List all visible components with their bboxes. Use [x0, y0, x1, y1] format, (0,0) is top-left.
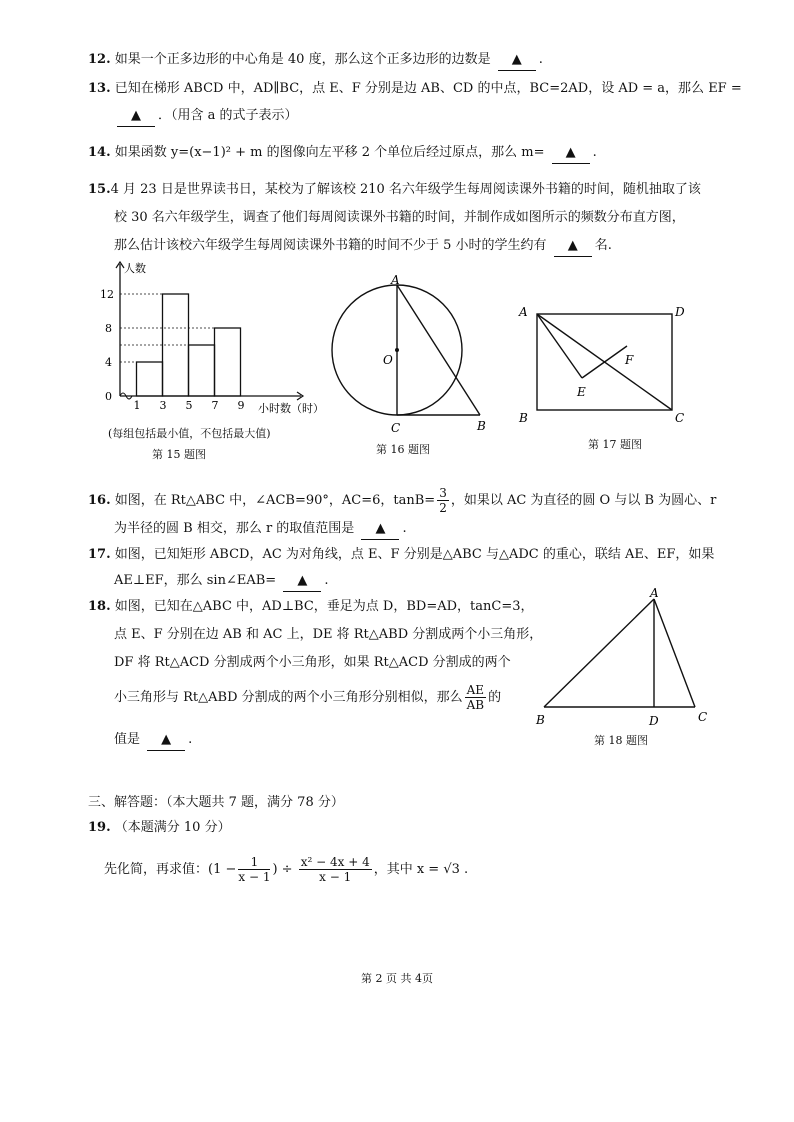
- frac-den: AB: [466, 698, 485, 712]
- question-15-line3: [114, 236, 612, 257]
- x-tick-1: 1: [133, 399, 141, 412]
- question-17: [88, 545, 714, 565]
- q16-text-line1b: ，如果以 AC 为直径的圆 O 与以 B 为圆心、r: [450, 493, 717, 508]
- y-tick-0: 0: [105, 390, 112, 403]
- q13-text-line2: ．（用含 a 的式子表示）: [158, 108, 298, 123]
- q17-number: 17.: [88, 547, 111, 562]
- frac-num: x² − 4x + 4: [300, 855, 370, 869]
- x-tick-5: 5: [185, 399, 193, 412]
- center-o-dot: [395, 348, 399, 352]
- q16-number: 16.: [88, 493, 111, 508]
- frac-num: AE: [466, 683, 485, 697]
- y-axis-label: 人数: [124, 262, 146, 275]
- y-tick-8: 8: [105, 322, 112, 335]
- q18-text-line4b: 的: [488, 690, 502, 705]
- label-c: C: [391, 421, 401, 435]
- question-18-line5: [114, 730, 192, 751]
- frac-den: x − 1: [238, 870, 271, 884]
- geometry-figure-16: [325, 270, 495, 435]
- label-b: B: [477, 419, 486, 433]
- x-axis-label: 小时数（时）: [258, 402, 324, 415]
- fraction-1-over-x-minus-1: [238, 855, 270, 884]
- question-16-line2: [114, 519, 407, 540]
- segment-ab: [544, 599, 654, 707]
- label-c: C: [675, 411, 685, 425]
- fig17-caption: 第 17 题图: [588, 438, 642, 451]
- bar-7-9: [215, 328, 241, 396]
- label-d: D: [649, 714, 659, 728]
- label-f: F: [625, 353, 634, 367]
- question-18-line3: [114, 653, 511, 673]
- q18-answer-blank: ▲: [147, 730, 185, 751]
- q14-number: 14.: [88, 145, 111, 160]
- q18-text-line2: 点 E、F 分别在边 AB 和 AC 上，DE 将 Rt△ABD 分割成两个小三角形，: [114, 627, 543, 642]
- q19-title: （本题满分 10 分）: [114, 820, 231, 835]
- q13-answer-blank: ▲: [117, 106, 155, 127]
- q16-text-line1a: 如图，在 Rt△ABC 中，∠ACB=90°，AC=6，tanB=: [114, 493, 436, 508]
- page-footer: 第 2 页 共 4页: [361, 972, 433, 985]
- x-tick-7: 7: [211, 399, 219, 412]
- frac-num: 3: [439, 486, 447, 500]
- frac-den: x − 1: [319, 870, 352, 884]
- frac-den: 2: [439, 501, 447, 515]
- label-a: A: [519, 305, 528, 319]
- q18-text-line4a: 小三角形与 Rt△ABD 分割成的两个小三角形分别相似，那么: [114, 690, 463, 705]
- histogram-plot: [100, 261, 324, 415]
- q13-number: 13.: [88, 81, 111, 96]
- geometry-figure-18: [530, 585, 715, 730]
- question-14: [88, 143, 597, 164]
- label-b: B: [536, 713, 545, 727]
- label-a: A: [391, 273, 400, 287]
- label-b: B: [519, 411, 528, 425]
- q15-number: 15.: [88, 182, 111, 197]
- question-16: [88, 486, 716, 516]
- question-19-header: [88, 818, 231, 838]
- histogram-figure-15: [96, 256, 336, 416]
- y-tick-4: 4: [105, 356, 112, 369]
- fig16-caption: 第 16 题图: [376, 443, 430, 456]
- bar-1-3: [137, 362, 163, 396]
- q18-text-line3: DF 将 Rt△ACD 分割成两个小三角形，如果 Rt△ACD 分割成的两个: [114, 655, 511, 670]
- q12-text: 如果一个正多边形的中心角是 40 度，那么这个正多边形的边数是: [114, 52, 491, 67]
- segment-ae: [537, 314, 582, 378]
- q18-number: 18.: [88, 599, 111, 614]
- q12-number: 12.: [88, 52, 111, 67]
- q19-mid: ) ÷: [272, 862, 293, 877]
- q18-text-line5: 值是: [114, 732, 141, 747]
- segment-ac: [654, 599, 695, 707]
- q14-end: .: [592, 145, 597, 160]
- label-d: D: [675, 305, 685, 319]
- q16-end: .: [402, 521, 407, 536]
- fraction-ae-over-ab: [465, 683, 486, 712]
- fig18-caption: 第 18 题图: [594, 734, 648, 747]
- q17-text-line2: AE⊥EF，那么 sin∠EAB=: [114, 573, 277, 588]
- question-13: [88, 79, 742, 99]
- question-18-line4: [114, 681, 501, 715]
- fraction-3-over-2: [437, 486, 449, 515]
- x-tick-3: 3: [159, 399, 167, 412]
- bar-5-7: [189, 345, 215, 396]
- q12-answer-blank: ▲: [498, 50, 536, 71]
- label-o: O: [383, 353, 393, 367]
- q17-end: .: [324, 573, 329, 588]
- q17-text-line1: 如图，已知矩形 ABCD，AC 为对角线，点 E、F 分别是△ABC 与△ADC 的重心，联结 AE、EF，如果: [114, 547, 715, 562]
- x-tick-9: 9: [237, 399, 245, 412]
- question-15: [88, 180, 701, 200]
- question-18: [88, 597, 534, 617]
- section-3-title: 三、解答题：（本大题共 7 题，满分 78 分）: [88, 795, 344, 810]
- q18-text-line1: 如图，已知在△ABC 中，AD⊥BC，垂足为点 D，BD=AD，tanC=3，: [114, 599, 534, 614]
- q15-answer-blank: ▲: [554, 236, 592, 257]
- fig15-caption: 第 15 题图: [152, 448, 206, 461]
- question-15-line2: [114, 208, 685, 228]
- y-tick-12: 12: [100, 288, 114, 301]
- segment-ab: [397, 285, 480, 415]
- q15-end: 名.: [594, 238, 612, 253]
- q16-text-line2: 为半径的圆 B 相交，那么 r 的取值范围是: [114, 521, 355, 536]
- q19-number: 19.: [88, 820, 111, 835]
- q15-text-line3: 那么估计该校六年级学生每周阅读课外书籍的时间不少于 5 小时的学生约有: [114, 238, 547, 253]
- q14-text: 如果函数 y=(x−1)² + m 的图像向左平移 2 个单位后经过原点，那么 m=: [114, 145, 545, 160]
- question-13-cont: [114, 106, 298, 127]
- label-c: C: [698, 710, 708, 724]
- fraction-quadratic-over-x-minus-1: [299, 855, 372, 884]
- q16-answer-blank: ▲: [361, 519, 399, 540]
- q15-text-line2: 校 30 名六年级学生，调查了他们每周阅读课外书籍的时间，并制作成如图所示的频数分布直方图，: [114, 210, 685, 225]
- question-12: [88, 50, 543, 71]
- q19-pre: 先化简，再求值：(1 −: [104, 862, 237, 877]
- q14-answer-blank: ▲: [552, 143, 590, 164]
- q15-text-line1: 4 月 23 日是世界读书日，某校为了解该校 210 名六年级学生每周阅读课外书籍的时间，随机抽取了该: [110, 182, 701, 197]
- geometry-figure-17: [515, 300, 695, 425]
- q12-end: .: [538, 52, 543, 67]
- q13-text-line1: 已知在梯形 ABCD 中，AD∥BC，点 E、F 分别是边 AB、CD 的中点，BC=2AD，设 AD = a，那么 EF =: [114, 81, 742, 96]
- question-17-line2: [114, 571, 328, 592]
- question-19-expression: [104, 852, 468, 888]
- q18-end: .: [188, 732, 193, 747]
- fig15-note: (每组包括最小值，不包括最大值): [108, 427, 271, 440]
- question-18-line2: [114, 625, 542, 645]
- q19-post: ，其中 x = √3 .: [373, 862, 469, 877]
- label-e: E: [577, 385, 586, 399]
- label-a: A: [650, 586, 659, 600]
- q17-answer-blank: ▲: [283, 571, 321, 592]
- frac-num: 1: [238, 855, 270, 870]
